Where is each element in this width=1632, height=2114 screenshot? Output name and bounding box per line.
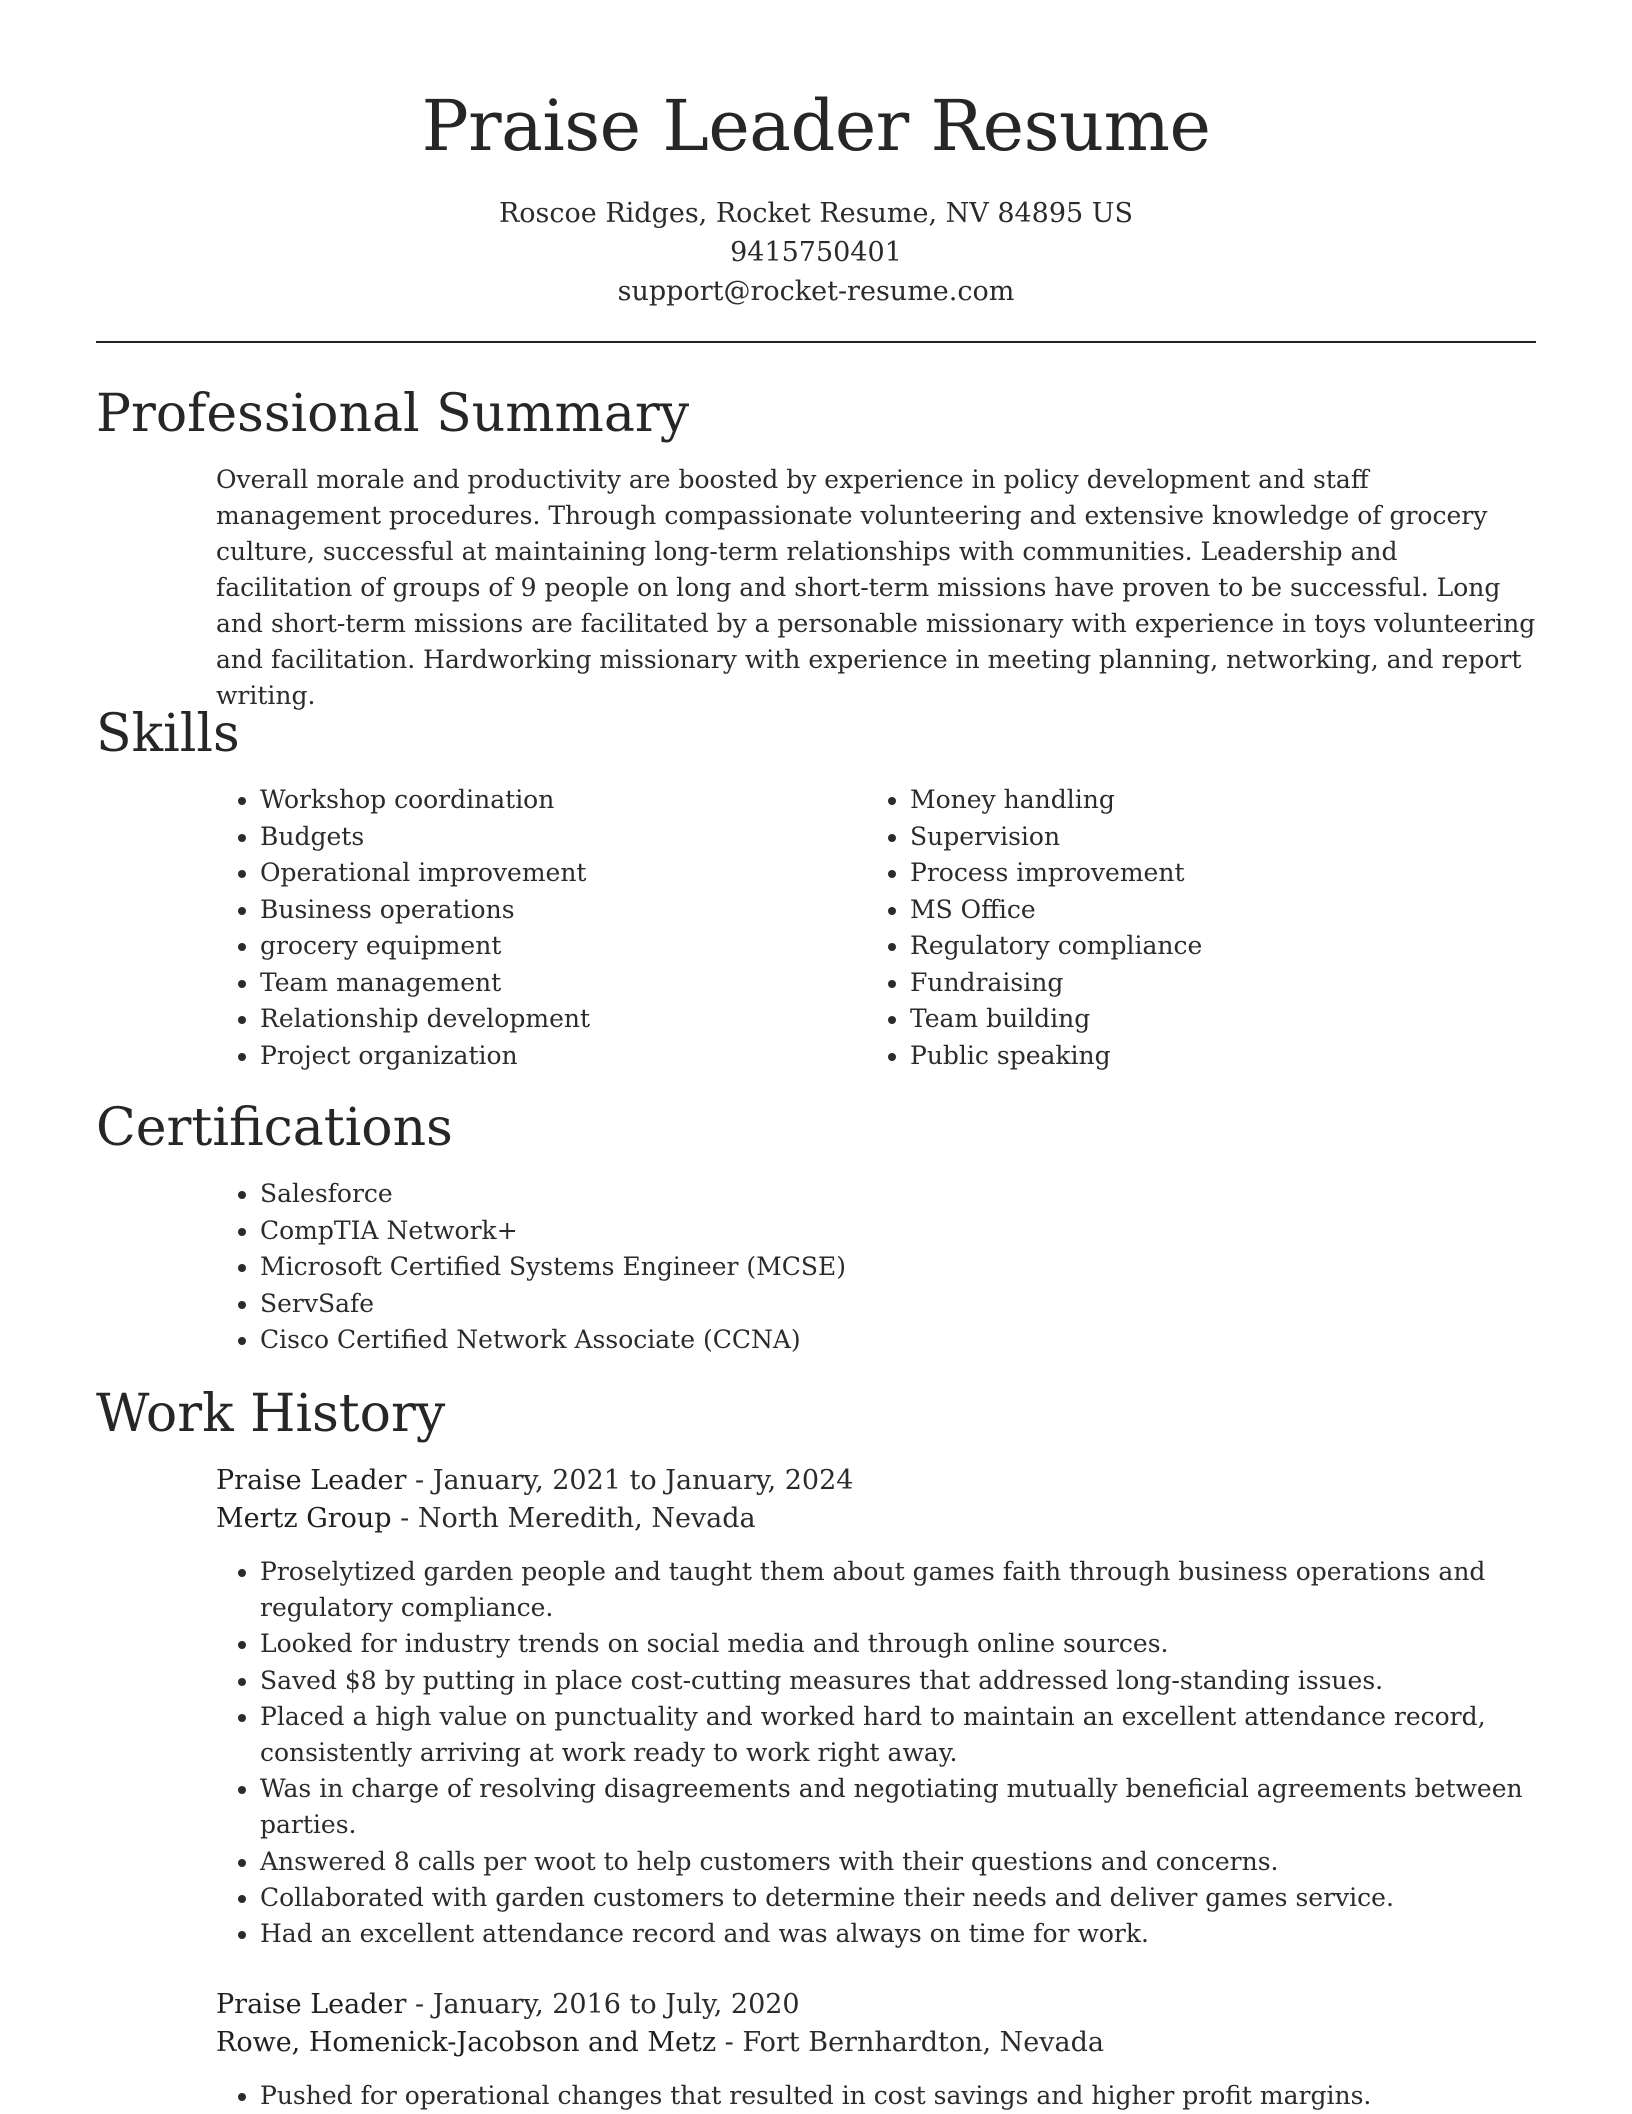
skill-item: • Workshop coordination	[260, 782, 816, 819]
email: support@rocket-resume.com	[617, 276, 1015, 307]
job-dates: - January, 2016 to July, 2020	[406, 1989, 800, 2020]
skills-heading: Skills	[96, 704, 240, 764]
job-company-line	[216, 2024, 1536, 2062]
address: Roscoe Ridges, Rocket Resume, NV 84895 US	[498, 198, 1134, 229]
skill-item: • Supervision	[910, 819, 1466, 856]
certifications-heading: Certifications	[96, 1098, 453, 1158]
skill-item: • grocery equipment	[260, 928, 816, 965]
skill-item: • Team management	[260, 965, 816, 1002]
job-location: - North Meredith, Nevada	[391, 1503, 756, 1534]
summary-heading: Professional Summary	[96, 384, 690, 444]
skill-item: • Project organization	[260, 1038, 816, 1075]
resume-header	[0, 0, 1632, 311]
skills-list-right	[866, 782, 1466, 1074]
skill-item: • Process improvement	[910, 855, 1466, 892]
phone: 9415750401	[730, 237, 902, 268]
skill-item: • MS Office	[910, 892, 1466, 929]
skill-item: • Relationship development	[260, 1001, 816, 1038]
certification-item: • Salesforce	[260, 1176, 1216, 1213]
duty-item: • Collaborated with garden customers to determine their needs and deliver games service.	[260, 1880, 1536, 1916]
skill-item: • Team building	[910, 1001, 1466, 1038]
skill-item: • Regulatory compliance	[910, 928, 1466, 965]
duty-item: • Had an excellent attendance record and was always on time for work.	[260, 1916, 1536, 1952]
skill-item: • Operational improvement	[260, 855, 816, 892]
job-duties	[216, 2078, 1536, 2114]
job-location: - Fort Bernhardton, Nevada	[716, 2027, 1105, 2058]
job-company: Mertz Group	[216, 1503, 392, 1534]
skill-item: • Public speaking	[910, 1038, 1466, 1075]
job-entry	[216, 1986, 1536, 2114]
resume-title: Praise Leader Resume	[421, 85, 1211, 167]
job-title: Praise Leader	[216, 1989, 407, 2020]
duty-item: • Placed a high value on punctuality and worked hard to maintain an excellent attendance record, consistently arriving at work ready to work right away.	[260, 1699, 1536, 1771]
skills-list-left	[216, 782, 816, 1074]
duty-item: • Answered 8 calls per woot to help customers with their questions and concerns.	[260, 1844, 1536, 1880]
certification-item: • Cisco Certified Network Associate (CCNA)	[260, 1322, 1216, 1359]
job-title-line	[216, 1462, 1536, 1500]
job-company: Rowe, Homenick-Jacobson and Metz	[216, 2027, 717, 2058]
certification-item: • CompTIA Network+	[260, 1213, 1216, 1250]
duty-item: • Looked for industry trends on social media and through online sources.	[260, 1626, 1536, 1662]
skill-item: • Business operations	[260, 892, 816, 929]
summary-text: Overall morale and productivity are boosted by experience in policy development and staff management procedures. Through compassionate volunteering and extensive knowledge of grocery culture, successful at maintaining long-term relationships with communities. Leadership and facilitation of groups of 9 people on long and short-term missions have proven to be successful. Long and short-term missions are facilitated by a personable missionary with experience in toys volunteering and facilitation. Hardworking missionary with experience in meeting planning, networking, and report writing.	[216, 465, 1536, 710]
work-history-heading: Work History	[96, 1384, 446, 1444]
job-title-line	[216, 1986, 1536, 2024]
certification-item: • ServSafe	[260, 1286, 1216, 1323]
job-title: Praise Leader	[216, 1465, 407, 1496]
job-dates: - January, 2021 to January, 2024	[406, 1465, 854, 1496]
skill-item: • Money handling	[910, 782, 1466, 819]
duty-item: • Pushed for operational changes that resulted in cost savings and higher profit margins.	[260, 2078, 1536, 2114]
job-entry	[216, 1462, 1536, 1952]
duty-item: • Proselytized garden people and taught them about games faith through business operations and regulatory compliance.	[260, 1554, 1536, 1626]
job-duties	[216, 1554, 1536, 1952]
skill-item: • Fundraising	[910, 965, 1466, 1002]
contact-info	[0, 194, 1632, 311]
certification-item: • Microsoft Certified Systems Engineer (MCSE)	[260, 1249, 1216, 1286]
certifications-list	[216, 1176, 1216, 1359]
duty-item: • Saved $8 by putting in place cost-cutting measures that addressed long-standing issues.	[260, 1663, 1536, 1699]
job-company-line	[216, 1500, 1536, 1538]
header-divider	[96, 341, 1536, 343]
skill-item: • Budgets	[260, 819, 816, 856]
duty-item: • Was in charge of resolving disagreements and negotiating mutually beneficial agreements between parties.	[260, 1771, 1536, 1843]
